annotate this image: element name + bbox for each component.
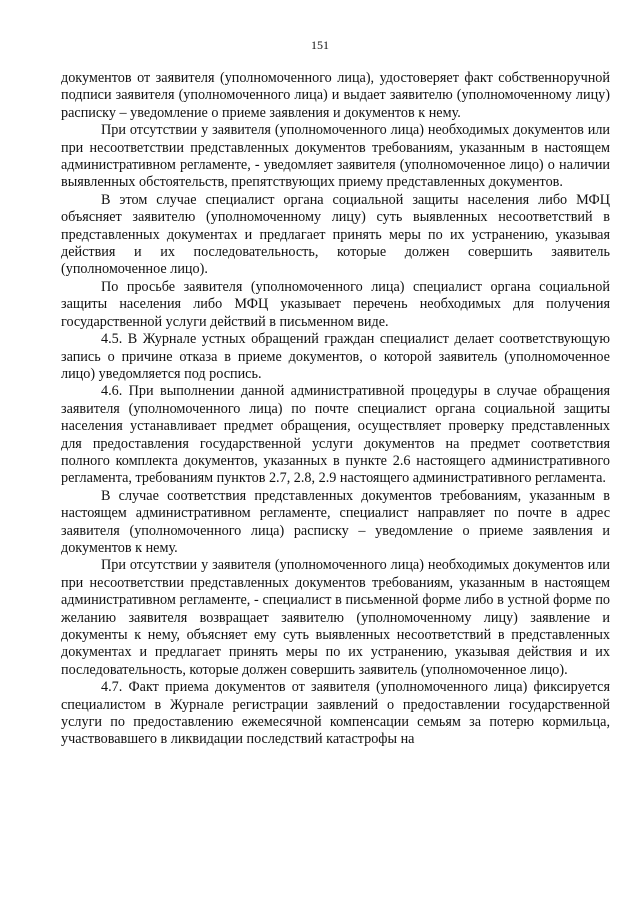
paragraph-8: При отсутствии у заявителя (уполномоченного лица) необходимых документов или при несоответствии представленных документов требованиям, указанным в настоящем административном регламенте, - специалист в письменной форме либо в устной форме по желанию заявителя возвращает заявителю (уполномоченному лицу) заявление и документы к нему, объясняет ему суть выявленных несоответствий в представленных документах и предлагает принять меры по их устранению, указывая действия и их последовательность, которые должен совершить заявитель (уполномоченное лицо).	[61, 557, 610, 678]
paragraph-1: документов от заявителя (уполномоченного лица), удостоверяет факт собственноручной подписи заявителя (уполномоченного лица) и выдает заявителю (уполномоченному лицу) расписку – уведомление о приеме заявления и документов к нему.	[61, 70, 610, 121]
paragraph-4-6: 4.6. При выполнении данной административной процедуры в случае обращения заявителя (уполномоченного лица) по почте специалист органа социальной защиты населения устанавливает предмет обращения, осуществляет проверку представленных для предоставления государственной услуги документов на предмет соответствия полного комплекта документов, указанных в пункте 2.6 настоящего административного регламента, требованиям пунктов 2.7, 2.8, 2.9 настоящего административного регламента.	[61, 383, 610, 487]
paragraph-3: В этом случае специалист органа социальной защиты населения либо МФЦ объясняет заявителю (уполномоченному лицу) суть выявленных несоответствий в представленных документах и предлагает принять меры по их устранению, указывая действия и их последовательность, которые должен совершить заявитель (уполномоченное лицо).	[61, 191, 610, 278]
document-body	[61, 70, 610, 749]
paragraph-2: При отсутствии у заявителя (уполномоченного лица) необходимых документов или при несоответствии представленных документов требованиям, указанным в настоящем административном регламенте, - уведомляет заявителя (уполномоченное лицо) о наличии выявленных обстоятельств, препятствующих приему представленных документов.	[61, 122, 610, 191]
paragraph-4: По просьбе заявителя (уполномоченного лица) специалист органа социальной защиты населения либо МФЦ указывает перечень необходимых для получения государственной услуги действий в письменном виде.	[61, 278, 610, 330]
page-number: 151	[311, 38, 329, 52]
paragraph-7: В случае соответствия представленных документов требованиям, указанным в настоящем административном регламенте, специалист направляет по почте в адрес заявителя (уполномоченного лица) расписку – уведомление о приеме заявления и документов к нему.	[61, 487, 610, 556]
paragraph-4-7: 4.7. Факт приема документов от заявителя (уполномоченного лица) фиксируется специалистом в Журнале регистрации заявлений о предоставлении государственной услуги по предоставлению ежемесячной компенсации семьям за потерю кормильца, участвовавшего в ликвидации последствий катастрофы на	[61, 679, 610, 748]
paragraph-4-5: 4.5. В Журнале устных обращений граждан специалист делает соответствующую запись о причине отказа в приеме документов, о которой заявитель (уполномоченное лицо) уведомляется под роспись.	[61, 331, 610, 382]
